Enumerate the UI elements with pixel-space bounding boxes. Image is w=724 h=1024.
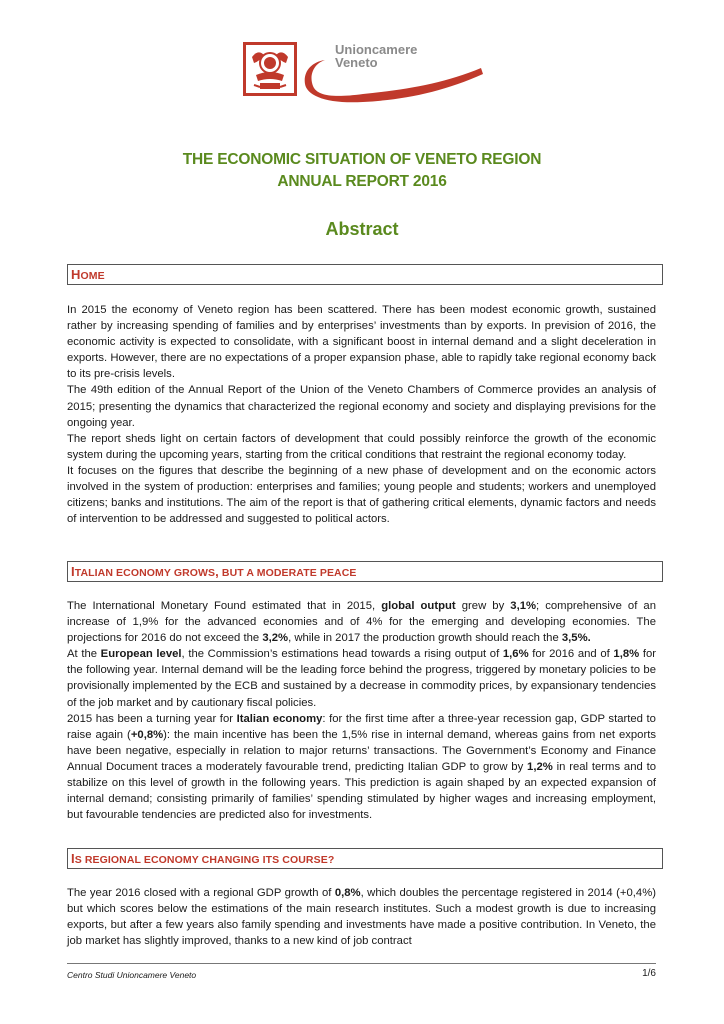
paragraph: The year 2016 closed with a regional GDP growth of 0,8%, which doubles the percentage registered in 2014 (+0,4%) but which scores below the estimations of the main research institutes. Such a modest growth is due to increasing exports, but after a few years also family spending and investments have made a positive contribution. In Veneto, the job market has slightly improved, thanks to a new kind of job contract: [67, 887, 656, 948]
abstract-heading: Abstract: [325, 219, 399, 239]
report-title-line2: ANNUAL REPORT 2016: [277, 173, 447, 190]
logo-line2: Veneto: [335, 55, 378, 70]
footer-publisher: Centro Studi Unioncamere Veneto: [67, 970, 197, 980]
section-home-body: [67, 302, 656, 527]
logo-wordmark: [335, 43, 417, 69]
section-regional-economy-body: [67, 885, 656, 949]
paragraph: The report sheds light on certain factors of development that could possibly reinforce the growth of the economic system during the upcoming years, starting from the critical conditions that restraint the regional economy today.: [67, 432, 656, 461]
report-title-line1: THE ECONOMIC SITUATION OF VENETO REGION: [182, 151, 542, 168]
paragraph: The 49th edition of the Annual Report of the Union of the Veneto Chambers of Commerce provides an analysis of 2015; presenting the dynamics that characterized the regional economy and society and displaying previsions for the ongoing year.: [67, 384, 656, 429]
page-number: 1/6: [642, 968, 656, 979]
paragraph: 2015 has been a turning year for Italian economy: for the first time after a three-year recession gap, GDP started to raise again (+0,8%): the main incentive has been the 1,5% rise in internal demand, whereas gains from net exports have been negative, especially in relation to major returns’ transactions. The Government’s Economy and Finance Annual Document traces a moderately favourable trend, predicting Italian GDP to grow by 1,2% in real terms and to stabilize on this level of growth in the following years. This prediction is again shaped by an expected expansion of internal demand; consisting primarily of families’ spending stimulated by higher wages and increasing employment, but favourable tendencies are predicted also for investments.: [67, 712, 657, 822]
paragraph: It focuses on the figures that describe the beginning of a new phase of development and on the economic actors involved in the system of production: enterprises and families; young people and students; workers and unemployed citizens; banks and institutions. The aim of the report is that of gathering critical elements, dynamic factors and needs of intervention to be addressed and suggested to political actors.: [67, 464, 656, 526]
unioncamere-logo: [243, 42, 488, 104]
section-heading-italian-economy: [67, 561, 663, 582]
section-heading-text: ITALIAN ECONOMY GROWS, BUT A MODERATE PEACE: [71, 564, 357, 579]
section-heading-home: [67, 264, 663, 285]
section-heading-text: IS REGIONAL ECONOMY CHANGING ITS COURSE?: [71, 851, 335, 866]
section-heading-text: HOME: [71, 267, 105, 282]
paragraph: At the European level, the Commission’s estimations head towards a rising output of 1,6% for 2016 and of 1,8% for the following year. Internal demand will be the leading force behind the progress, triggered by monetary policies to be provisionally implemented by the ECB and sustained by a decrease in commodity prices, by expansionary tendencies of the job market and by cautionary fiscal policies.: [67, 648, 656, 709]
logo-line1: Unioncamere: [335, 42, 418, 57]
paragraph: The International Monetary Found estimated that in 2015, global output grew by 3,1%; comprehensive of an increase of 1,9% for the advanced economies and of 4% for the emerging and developing economies. The projections for 2016 do not exceed the 3,2%, while in 2017 the production growth should reach the 3,5%.: [67, 600, 656, 645]
section-heading-regional-economy: [67, 848, 663, 869]
footer-divider: [67, 963, 656, 964]
section-italian-economy-body: [67, 598, 656, 823]
paragraph: In 2015 the economy of Veneto region has been scattered. There has been modest economic growth, sustained rather by increasing spending of families and by enterprises’ investments than by exports. In prevision of 2016, the economic activity is expected to consolidate, with a significant boost in internal demand and a slight deceleration in exports. However, there are no expectations of a proper expansion phase, able to rapidly take regional economy back to its pre-crisis levels.: [67, 304, 656, 381]
lion-of-st-mark-icon: [243, 42, 297, 96]
